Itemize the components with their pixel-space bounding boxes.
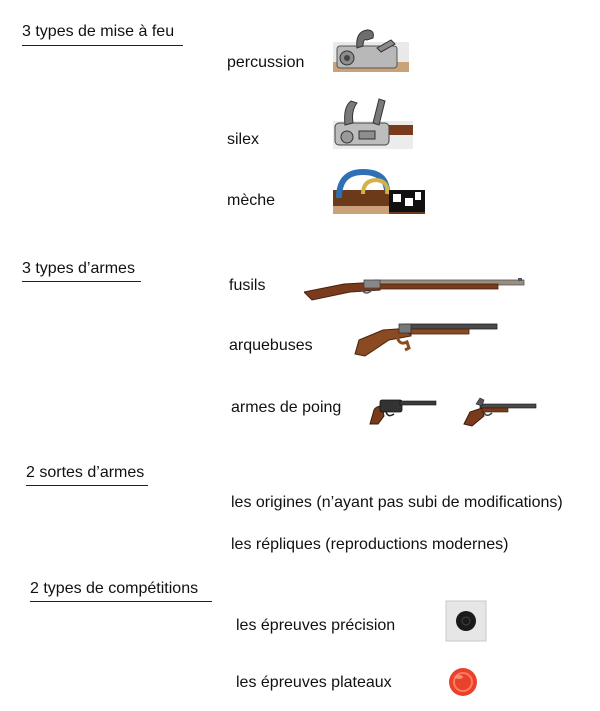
percussion-lock-icon — [333, 26, 409, 76]
item-label-fusils: fusils — [229, 277, 266, 294]
clay-pigeon-icon — [447, 666, 479, 698]
item-label-arquebuses: arquebuses — [229, 337, 313, 354]
handgun-icon — [462, 396, 538, 428]
arquebus-icon — [353, 318, 499, 358]
item-label-origines: les origines (n’ayant pas subi de modifications) — [231, 494, 563, 511]
item-label-repliques: les répliques (reproductions modernes) — [231, 536, 509, 553]
section-heading-weapons: 3 types d’armes — [22, 260, 135, 277]
heading-underline — [22, 45, 183, 46]
heading-underline — [22, 281, 141, 282]
item-label-percussion: percussion — [227, 54, 305, 71]
item-label-silex: silex — [227, 131, 260, 148]
item-label-meche: mèche — [227, 192, 276, 209]
handgun-icon — [366, 394, 438, 426]
section-heading-sorts: 2 sortes d’armes — [26, 464, 145, 481]
flintlock-icon — [333, 95, 413, 153]
musket-icon — [304, 272, 530, 302]
target-icon — [445, 600, 487, 642]
section-heading-competitions: 2 types de compétitions — [30, 580, 199, 597]
heading-underline — [26, 485, 148, 486]
item-label-precision: les épreuves précision — [236, 617, 396, 634]
item-label-plateaux: les épreuves plateaux — [236, 674, 392, 691]
section-heading-ignition: 3 types de mise à feu — [22, 23, 175, 40]
matchlock-icon — [333, 168, 425, 214]
item-label-armes-de-poing: armes de poing — [231, 399, 342, 416]
heading-underline — [30, 601, 212, 602]
